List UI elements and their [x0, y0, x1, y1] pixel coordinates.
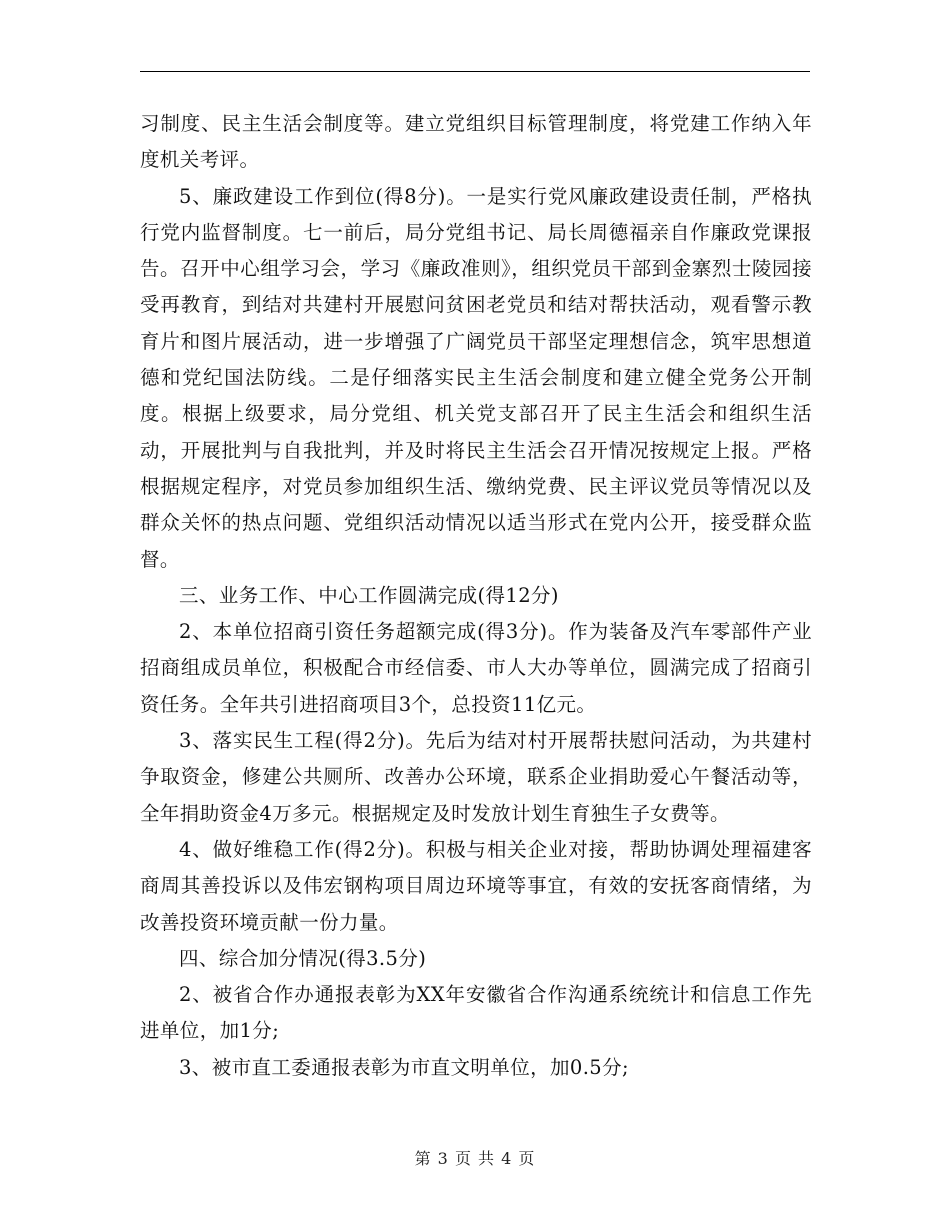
paragraph-bonus-municipal: 3、被市直工委通报表彰为市直文明单位，加0.5分; — [179, 1055, 629, 1079]
paragraph-continuation: 习制度、民主生活会制度等。建立党组织目标管理制度，将党建工作纳入年度机关考评。 — [140, 112, 812, 172]
paragraph-investment-task: 2、本单位招商引资任务超额完成(得3分)。作为装备及汽车零部件产业招商组成员单位，积极配合市经信委、市人大办等单位，圆满完成了招商引资任务。全年共引进招商项目3个，总投资11亿元。 — [140, 620, 812, 716]
paragraph-bonus-provincial: 2、被省合作办通报表彰为XX年安徽省合作沟通系统统计和信息工作先进单位，加1分; — [140, 983, 812, 1043]
document-body — [140, 106, 812, 1086]
section-heading-business-work: 三、业务工作、中心工作圆满完成(得12分) — [179, 583, 559, 607]
paragraph-livelihood-project: 3、落实民生工程(得2分)。先后为结对村开展帮扶慰问活动，为共建村争取资金，修建公共厕所、改善办公环境，联系企业捐助爱心午餐活动等，全年捐助资金4万多元。根据规定及时发放计划生育独生子女费等。 — [140, 729, 812, 825]
header-rule — [140, 71, 810, 72]
paragraph-integrity-work: 5、廉政建设工作到位(得8分)。一是实行党风廉政建设责任制，严格执行党内监督制度。七一前后，局分党组书记、局长周德福亲自作廉政党课报告。召开中心组学习会，学习《廉政准则》，组织党员干部到金寨烈士陵园接受再教育，到结对共建村开展慰问贫困老党员和结对帮扶活动，观看警示教育片和图片展活动，进一步增强了广阔党员干部坚定理想信念，筑牢思想道德和党纪国法防线。二是仔细落实民主生活会制度和建立健全党务公开制度。根据上级要求，局分党组、机关党支部召开了民主生活会和组织生活动，开展批判与自我批判，并及时将民主生活会召开情况按规定上报。严格根据规定程序，对党员参加组织生活、缴纳党费、民主评议党员等情况以及群众关怀的热点问题、党组织活动情况以适当形式在党内公开，接受群众监督。 — [140, 184, 812, 571]
page-number-footer: 第 3 页 共 4 页 — [414, 1149, 536, 1168]
paragraph-stability-work: 4、做好维稳工作(得2分)。积极与相关企业对接，帮助协调处理福建客商周其善投诉以及伟宏钢构项目周边环境等事宜，有效的安抚客商情绪，为改善投资环境贡献一份力量。 — [140, 837, 812, 934]
section-heading-bonus-points: 四、综合加分情况(得3.5分) — [179, 946, 427, 970]
